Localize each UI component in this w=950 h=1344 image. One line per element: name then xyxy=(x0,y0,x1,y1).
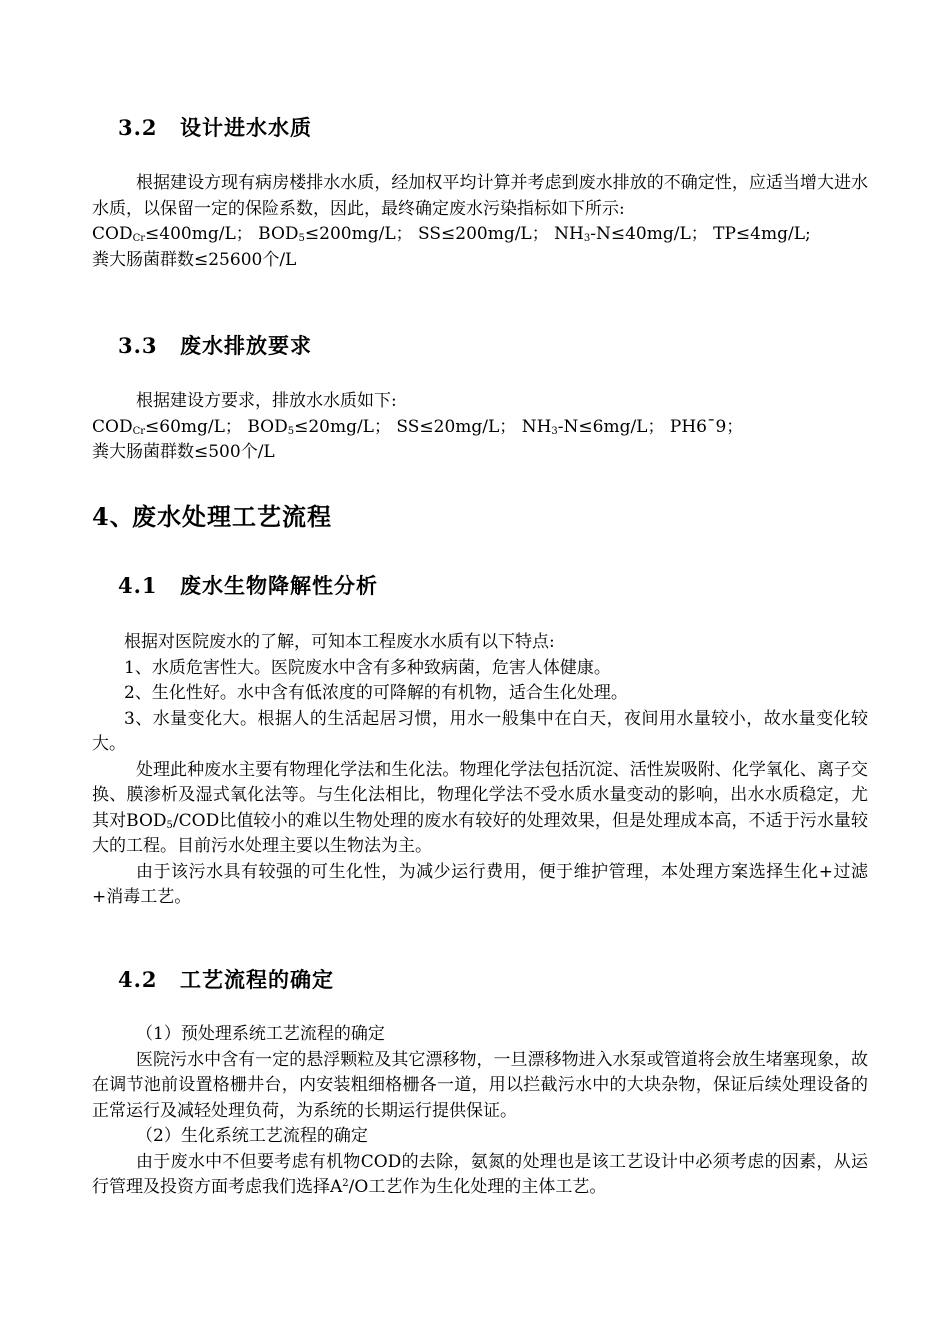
paragraph-text: 根据建设方现有病房楼排水水质，经加权平均计算并考虑到废水排放的不确定性，应适当增大进水水质，以保留一定的保险系数，因此，最终确定废水污染指标如下所示: xyxy=(92,173,868,219)
discharge-coliform: 粪大肠菌群数≤500个/L xyxy=(92,442,275,462)
discharge-intro: 根据建设方要求，排放水水质如下: xyxy=(136,391,397,411)
heading-title: 废水排放要求 xyxy=(180,333,312,358)
paragraph-treatment-methods: 处理此种废水主要有物理化学法和生化法。物理化学法包括沉淀、活性炭吸附、化学氧化、离子交换、膜渗析及湿式氧化法等。与生化法相比，物理化学法不受水质水量变动的影响，出水水质稳定，尤其对$BOD_5$/COD比值较小的难以生物处理的废水有较好的处理效果，但是处理成本高，不适于污水量较大的工程。目前污水处理主要以生物法为主。 xyxy=(92,759,868,856)
paragraph-pretreatment: 医院污水中含有一定的悬浮颗粒及其它漂移物，一旦漂移物进入水泵或管道将会放生堵塞现象，故在调节池前设置格栅井台，内安装粗细格栅各一道，用以拦截污水中的大块杂物，保证后续处理设备的正常运行及减轻处理负荷，为系统的长期运行提供保证。 xyxy=(92,1049,868,1121)
feature-item-1: 1、水质危害性大。医院废水中含有多种致病菌，危害人体健康。 xyxy=(124,657,611,678)
section-biodegradability xyxy=(92,630,868,911)
heading-4 xyxy=(92,497,332,532)
heading-3-3 xyxy=(118,330,312,360)
heading-4-1 xyxy=(118,570,378,600)
heading-title: 设计进水水质 xyxy=(180,115,312,140)
heading-number: 3.3 xyxy=(118,333,158,358)
feature-item-3: 3、水量变化大。根据人的生活起居习惯，用水一般集中在白天，夜间用水量较小，故水量变化较大。 xyxy=(92,708,868,754)
heading-4-2 xyxy=(118,964,334,994)
heading-number: 4.1 xyxy=(118,573,158,598)
heading-title: 工艺流程的确定 xyxy=(180,967,334,992)
paragraph-discharge-requirements xyxy=(92,389,868,466)
features-intro: 根据对医院废水的了解，可知本工程废水水质有以下特点: xyxy=(124,632,555,652)
heading-number: 4.2 xyxy=(118,967,158,992)
paragraph-biochemical: 由于废水中不但要考虑有机物COD的去除，氨氮的处理也是该工艺设计中必须考虑的因素，从运行管理及投资方面考虑我们选择$A^2/O$工艺作为生化处理的主体工艺。 xyxy=(92,1151,868,1197)
heading-title: 废水处理工艺流程 xyxy=(132,502,332,531)
section-process-flow xyxy=(92,1022,868,1201)
subheading-biochemical: （2）生化系统工艺流程的确定 xyxy=(136,1126,368,1146)
discharge-indicators: $COD_{Cr}\le 60mg/L$； $BOD_5\le 20mg/L$； SS≤20mg/L； $NH_3-N\le 6mg/L$； PH6¯9； xyxy=(92,416,744,437)
heading-number: 4、 xyxy=(92,502,135,531)
heading-3-2 xyxy=(118,112,312,142)
heading-title: 废水生物降解性分析 xyxy=(180,573,378,598)
paragraph-influent-quality xyxy=(92,171,868,273)
heading-number: 3.2 xyxy=(118,115,158,140)
influent-coliform: 粪大肠菌群数≤25600个/L xyxy=(92,249,297,270)
feature-item-2: 2、生化性好。水中含有低浓度的可降解的有机物，适合生化处理。 xyxy=(124,683,628,703)
paragraph-process-choice: 由于该污水具有较强的可生化性，为减少运行费用，便于维护管理，本处理方案选择生化+过滤+消毒工艺。 xyxy=(92,861,868,907)
subheading-pretreatment: （1）预处理系统工艺流程的确定 xyxy=(136,1024,385,1044)
influent-indicators: $COD_{Cr}\le 400mg/L$； $BOD_5\le 200mg/L$； SS≤200mg/L； $NH_3-N\le 40mg/L$； TP≤4mg/L; xyxy=(92,224,811,244)
